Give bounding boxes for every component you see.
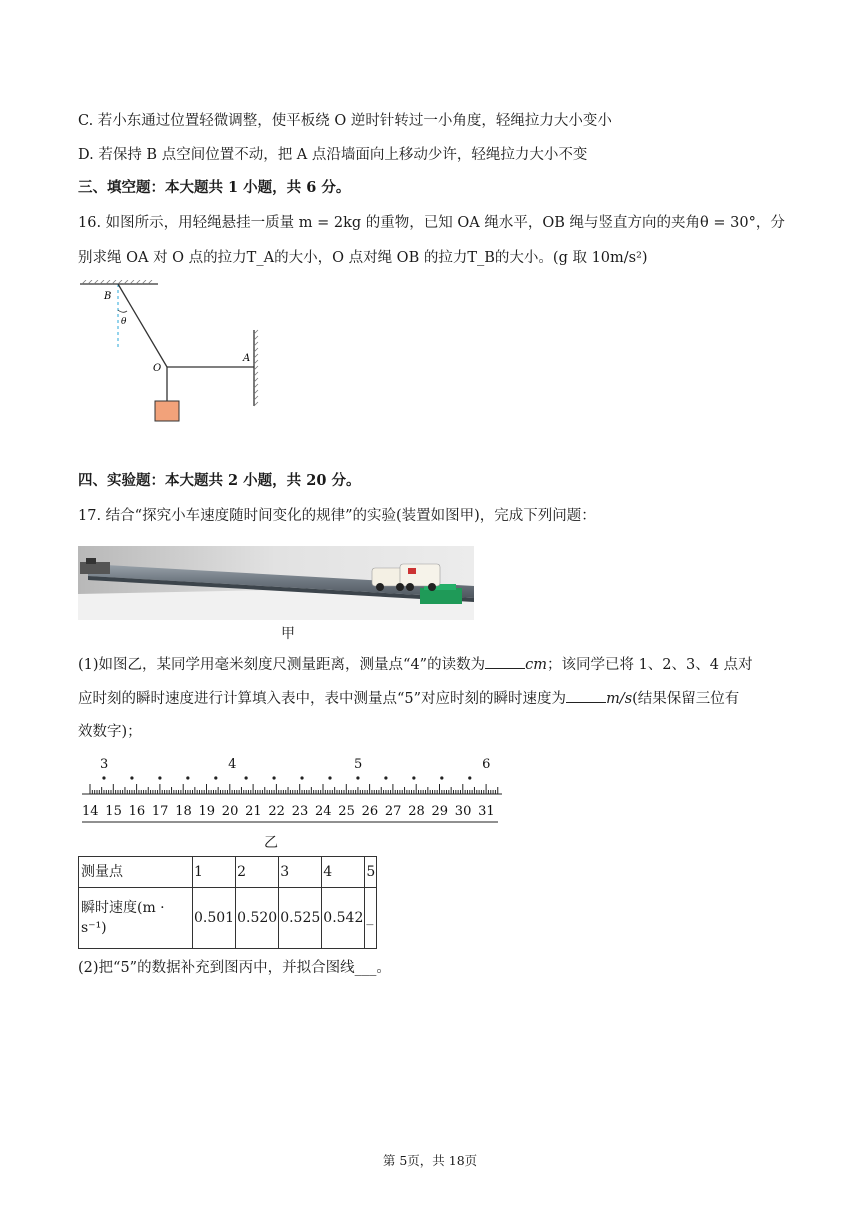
tape-dot <box>468 776 471 779</box>
ruler-cm-label: 16 <box>128 804 146 819</box>
ruler-caption: 乙 <box>264 835 278 851</box>
photo-caption: 甲 <box>281 626 295 642</box>
ruler-point-label: 5 <box>353 757 363 772</box>
tape-dot <box>384 776 387 779</box>
ruler-cm-label: 22 <box>268 804 285 819</box>
question-17-intro: 17. 结合“探究小车速度随时间变化的规律”的实验(装置如图甲)，完成下列问题： <box>78 508 596 524</box>
ruler-cm-label: 17 <box>151 804 169 819</box>
question-17-1-line2 <box>78 688 739 709</box>
ruler-cm-label: 26 <box>361 804 379 819</box>
unit-ms: m/s <box>606 691 633 707</box>
ruler-cm-label: 30 <box>454 804 472 819</box>
ruler-point-label: 3 <box>99 757 109 772</box>
q17-1-text-c: 应时刻的瞬时速度进行计算填入表中，表中测量点“5”对应时刻的瞬时速度为 <box>78 691 567 707</box>
tape-dot <box>245 776 248 779</box>
ruler-cm-label: 29 <box>431 804 449 819</box>
ruler-cm-label: 23 <box>291 804 309 819</box>
answer-blank-velocity[interactable] <box>566 688 606 703</box>
section-4-heading: 四、实验题：本大题共 2 小题，共 20 分。 <box>78 472 361 489</box>
ruler-figure <box>78 754 502 824</box>
tape-dot <box>412 776 415 779</box>
table-cell-point: 4 <box>322 857 365 888</box>
tape-dot <box>272 776 275 779</box>
table-cell-point: 2 <box>236 857 279 888</box>
ruler-cm-label: 18 <box>175 804 192 819</box>
ruler-cm-label: 14 <box>82 804 99 819</box>
ruler-point-label: 6 <box>482 757 491 772</box>
tape-dot <box>158 776 161 779</box>
ruler-cm-label: 28 <box>408 804 425 819</box>
tape-dot <box>440 776 443 779</box>
q17-1-text-b: ；该同学已将 1、2、3、4 点对 <box>546 657 753 673</box>
velocity-table <box>78 856 377 949</box>
option-c: C. 若小东通过位置轻微调整，使平板绕 O 逆时针转过一小角度，轻绳拉力大小变小 <box>78 113 612 129</box>
label-a: A <box>243 353 251 364</box>
tape-dot <box>186 776 189 779</box>
label-b: B <box>104 291 112 302</box>
label-o: O <box>153 363 162 374</box>
ruler-cm-label: 21 <box>245 804 262 819</box>
page-footer: 第 5页，共 18页 <box>382 1153 478 1168</box>
ruler-cm-label: 19 <box>198 804 216 819</box>
question-17-1-line1 <box>78 654 753 675</box>
q17-1-text-a: (1)如图乙，某同学用毫米刻度尺测量距离，测量点“4”的读数为 <box>78 657 486 673</box>
option-d: D. 若保持 B 点空间位置不动，把 A 点沿墙面向上移动少许，轻绳拉力大小不变 <box>78 147 588 163</box>
tape-dot <box>214 776 217 779</box>
hanging-weight <box>155 401 179 421</box>
tape-dot <box>130 776 133 779</box>
q17-1-text-d: (结果保留三位有 <box>632 691 740 707</box>
table-cell-velocity-blank[interactable]: _ <box>365 888 377 949</box>
question-17-1-line3: 效数字)； <box>78 724 142 740</box>
ruler-cm-label: 24 <box>315 804 332 819</box>
table-cell-velocity: 0.525 <box>279 888 322 949</box>
table-row <box>79 857 377 888</box>
table-row <box>79 888 377 949</box>
section-3-heading: 三、填空题：本大题共 1 小题，共 6 分。 <box>78 179 351 196</box>
table-cell-point: 3 <box>279 857 322 888</box>
ruler-cm-label: 15 <box>105 804 122 819</box>
unit-cm: cm <box>525 657 547 673</box>
table-cell-point: 1 <box>193 857 236 888</box>
ruler-cm-label: 20 <box>221 804 239 819</box>
tape-dot <box>102 776 105 779</box>
question-16-line1: 16. 如图所示，用轻绳悬挂一质量 m = 2kg 的重物，已知 OA 绳水平，OB 绳与竖直方向的夹角θ = 30°，分 <box>78 215 785 231</box>
question-16-line2: 别求绳 OA 对 O 点的拉力T_A的大小，O 点对绳 OB 的拉力T_B的大小。(g 取 10m/s²) <box>78 250 648 266</box>
ruler-point-label: 4 <box>228 757 237 772</box>
table-header-point: 测量点 <box>79 857 193 888</box>
table-cell-velocity: 0.501 <box>193 888 236 949</box>
ruler-cm-label: 31 <box>478 804 495 819</box>
figure-16-diagram <box>78 280 268 430</box>
answer-blank-reading[interactable] <box>485 654 525 669</box>
ruler-cm-label: 25 <box>338 804 355 819</box>
table-header-velocity: 瞬时速度(m · s⁻¹) <box>79 888 193 949</box>
tape-dot <box>328 776 331 779</box>
table-cell-velocity: 0.520 <box>236 888 279 949</box>
tape-dot <box>300 776 303 779</box>
label-theta: θ <box>121 317 127 327</box>
table-cell-velocity: 0.542 <box>322 888 365 949</box>
table-cell-point: 5 <box>365 857 377 888</box>
question-17-2: (2)把“5”的数据补充到图丙中，并拟合图线___。 <box>78 960 391 976</box>
tape-dot <box>356 776 359 779</box>
apparatus-photo <box>78 546 474 620</box>
ruler-cm-label: 27 <box>384 804 402 819</box>
